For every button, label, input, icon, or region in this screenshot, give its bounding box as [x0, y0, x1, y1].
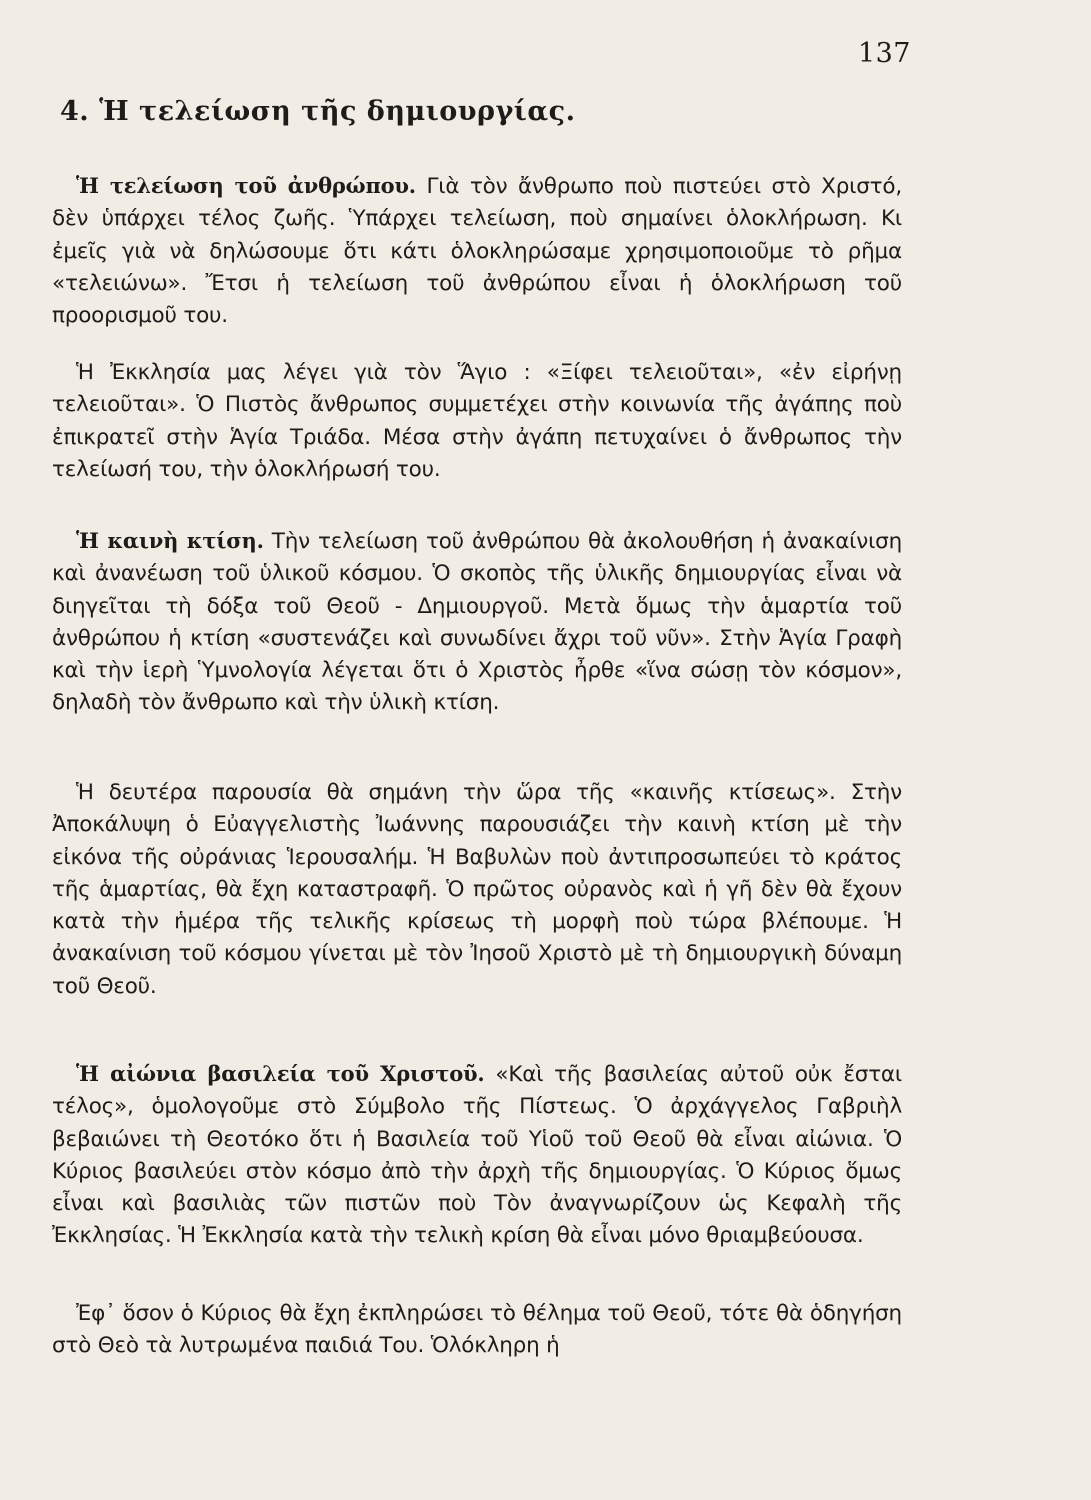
section-heading: 4. Ἡ τελείωση τῆς δημιουργίας.	[60, 96, 576, 127]
run-in-heading: Ἡ καινὴ κτίση.	[76, 528, 264, 553]
paragraph-final	[52, 1298, 902, 1363]
paragraph-new-creation	[52, 525, 902, 720]
paragraph-eternal-kingdom	[52, 1058, 902, 1253]
paragraph-church-says	[52, 357, 902, 486]
paragraph-text: Ἡ δευτέρα παρουσία θὰ σημάνη τὴν ὥρα τῆς «καινῆς κτίσεως». Στὴν Ἀποκάλυψη ὁ Εὐαγγελιστὴς Ἰωάννης παρουσιάζει τὴν καινὴ κτίση μὲ τὴν εἰκόνα τῆς οὐράνιας Ἱερουσαλήμ. Ἡ Βαβυλὼν ποὺ ἀντιπροσωπεύει τὸ κράτος τῆς ἁμαρτίας, θὰ ἔχη καταστραφῆ. Ὁ πρῶτος οὐρανὸς καὶ ἡ γῆ δὲν θὰ ἔχουν κατὰ τὴν ἡμέρα τῆς τελικῆς κρίσεως τὴ μορφὴ ποὺ τώρα βλέπουμε. Ἡ ἀνακαίνιση τοῦ κόσμου γίνεται μὲ τὸν Ἰησοῦ Χριστὸ μὲ τὴ δημιουργικὴ δύναμη τοῦ Θεοῦ.	[52, 780, 902, 999]
paragraph-perfection-of-man	[52, 170, 902, 332]
run-in-heading: Ἡ αἰώνια βασιλεία τοῦ Χριστοῦ.	[76, 1061, 485, 1086]
paragraph-second-coming	[52, 777, 902, 1003]
paragraph-text: «Καὶ τῆς βασιλείας αὐτοῦ οὐκ ἔσται τέλος», ὁμολογοῦμε στὸ Σύμβολο τῆς Πίστεως. Ὁ ἀρχάγγελος Γαβριὴλ βεβαιώνει τὴ Θεοτόκο ὅτι ἡ Βασιλεία τοῦ Υἱοῦ τοῦ Θεοῦ θὰ εἶναι αἰώνια. Ὁ Κύριος βασιλεύει στὸν κόσμο ἀπὸ τὴν ἀρχὴ τῆς δημιουργίας. Ὁ Κύριος ὅμως εἶναι καὶ βασιλιὰς τῶν πιστῶν ποὺ Τὸν ἀναγνωρίζουν ὡς Κεφαλὴ τῆς Ἐκκλησίας. Ἡ Ἐκκλησία κατὰ τὴν τελικὴ κρίση θὰ εἶναι μόνο θριαμβεύουσα.	[52, 1062, 902, 1249]
paragraph-text: Ἡ Ἐκκλησία μας λέγει γιὰ τὸν Ἅγιο : «Ξίφει τελειοῦται», «ἐν εἰρήνῃ τελειοῦται». Ὁ Πιστὸς ἄνθρωπος συμμετέχει στὴν κοινωνία τῆς ἀγάπης ποὺ ἐπικρατεῖ στὴν Ἁγία Τριάδα. Μέσα στὴν ἀγάπη πετυχαίνει ὁ ἄνθρωπος τὴν τελείωσή του, τὴν ὁλοκλήρωσή του.	[52, 360, 902, 482]
paragraph-text: Ἐφ᾽ ὅσον ὁ Κύριος θὰ ἔχη ἐκπληρώσει τὸ θέλημα τοῦ Θεοῦ, τότε θὰ ὁδηγήση στὸ Θεὸ τὰ λυτρωμένα παιδιά Του. Ὁλόκληρη ἡ	[52, 1301, 902, 1359]
paragraph-text: Τὴν τελείωση τοῦ ἀνθρώπου θὰ ἀκολουθήση ἡ ἀνακαίνιση καὶ ἀνανέωση τοῦ ὑλικοῦ κόσμου. Ὁ σκοπὸς τῆς ὑλικῆς δημιουργίας εἶναι νὰ διηγεῖται τὴ δόξα τοῦ Θεοῦ - Δημιουργοῦ. Μετὰ ὅμως τὴν ἁμαρτία τοῦ ἀνθρώπου ἡ κτίση «συστενάζει καὶ συνωδίνει ἄχρι τοῦ νῦν». Στὴν Ἁγία Γραφὴ καὶ τὴν ἱερὴ Ὑμνολογία λέγεται ὅτι ὁ Χριστὸς ἦρθε «ἵνα σώσῃ τὸν κόσμον», δηλαδὴ τὸν ἄνθρωπο καὶ τὴν ὑλικὴ κτίση.	[52, 529, 902, 716]
run-in-heading: Ἡ τελείωση τοῦ ἀνθρώπου.	[76, 173, 416, 198]
paragraph-text: Γιὰ τὸν ἄνθρωπο ποὺ πιστεύει στὸ Χριστό, δὲν ὑπάρχει τέλος ζωῆς. Ὑπάρχει τελείωση, ποὺ σημαίνει ὁλοκλήρωση. Κι ἐμεῖς γιὰ νὰ δηλώσουμε ὅτι κάτι ὁλοκληρώσαμε χρησιμοποιοῦμε τὸ ρῆμα «τελειώνω». Ἔτσι ἡ τελείωση τοῦ ἀνθρώπου εἶναι ἡ ὁλοκλήρωση τοῦ προορισμοῦ του.	[52, 174, 902, 329]
page-number: 137	[857, 38, 911, 69]
